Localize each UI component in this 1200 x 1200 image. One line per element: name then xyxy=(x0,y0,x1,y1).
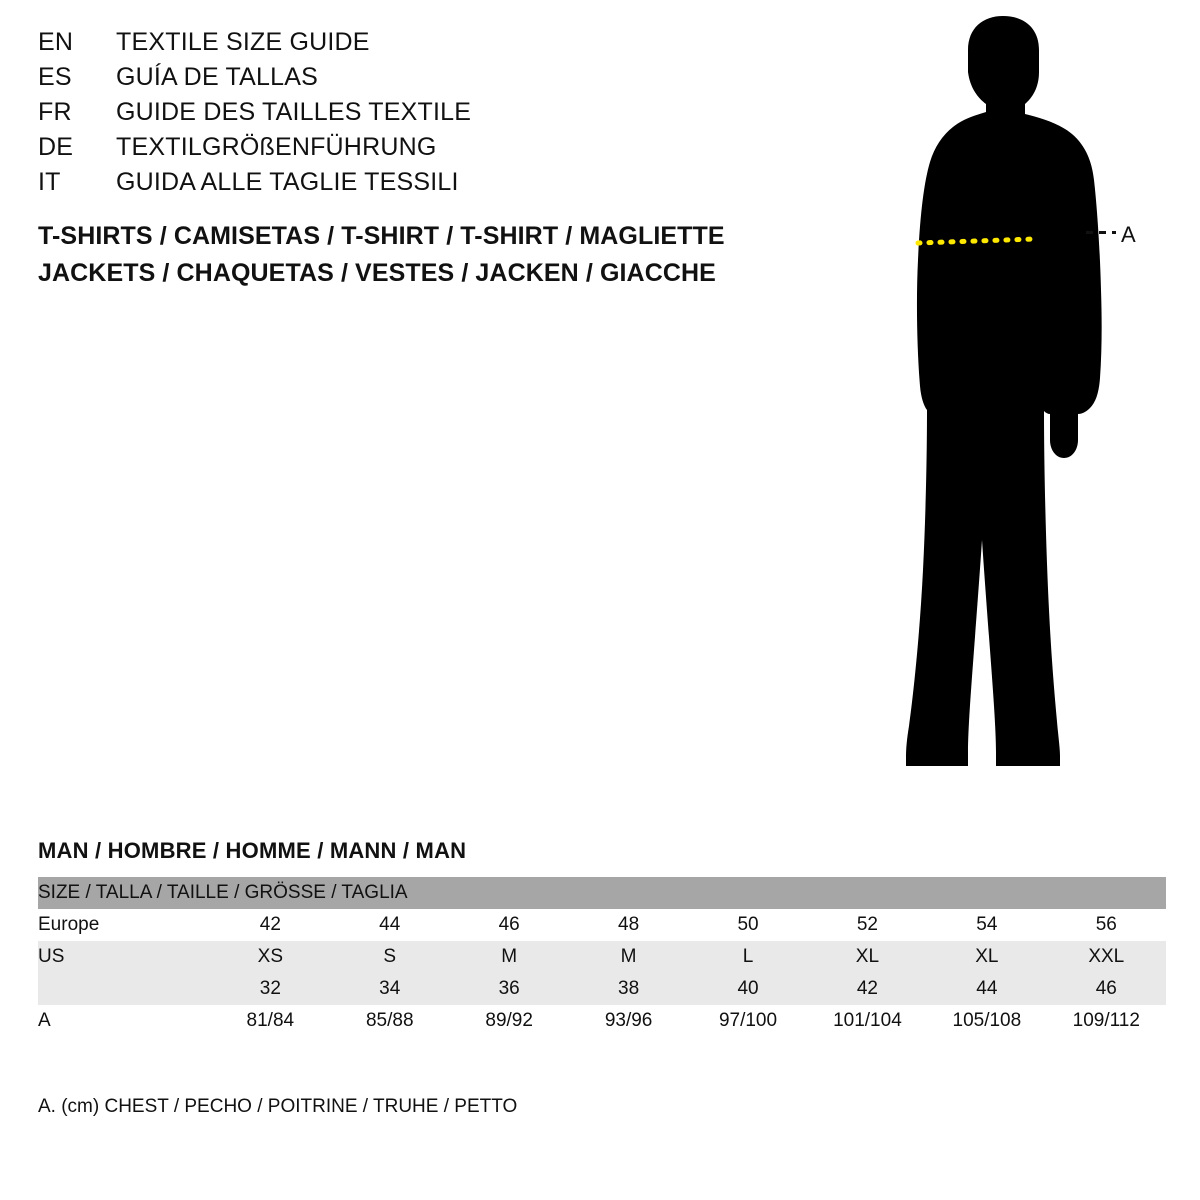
table-cell: 50 xyxy=(737,914,759,935)
table-cell: XL xyxy=(975,946,999,967)
table-cell: XXL xyxy=(1088,946,1125,967)
table-cell: 32 xyxy=(259,978,281,999)
table-group-title: MAN / HOMBRE / HOMME / MANN / MAN xyxy=(38,838,467,863)
male-silhouette-icon xyxy=(820,10,1200,800)
row-label: A xyxy=(38,1010,51,1031)
table-row xyxy=(38,909,1166,941)
table-cell: 89/92 xyxy=(485,1010,533,1031)
table-cell: M xyxy=(620,946,637,967)
table-row xyxy=(38,973,1166,1005)
measure-leader-line xyxy=(1086,231,1116,234)
measure-label-a: A xyxy=(1121,222,1136,247)
table-cell: 93/96 xyxy=(604,1010,653,1031)
table-cell: S xyxy=(383,946,397,967)
table-cell: 52 xyxy=(856,914,878,935)
language-row xyxy=(38,98,798,133)
language-list xyxy=(38,28,798,203)
language-code: IT xyxy=(38,168,61,196)
table-cell: 46 xyxy=(498,914,520,935)
garment-category-list xyxy=(38,218,858,292)
size-table-section xyxy=(38,838,1166,1037)
table-cell: 81/84 xyxy=(246,1010,295,1031)
language-text: TEXTILGRÖßENFÜHRUNG xyxy=(116,133,437,161)
language-text: GUIDA ALLE TAGLIE TESSILI xyxy=(116,168,459,196)
table-cell: 54 xyxy=(976,914,998,935)
language-row xyxy=(38,133,798,168)
table-cell: 44 xyxy=(976,978,998,999)
row-label: US xyxy=(38,946,65,967)
row-label: Europe xyxy=(38,914,100,935)
language-code: DE xyxy=(38,133,74,161)
table-cell: XS xyxy=(257,946,283,967)
body-silhouette-figure xyxy=(820,10,1200,800)
language-code: ES xyxy=(38,63,72,91)
table-cell: 38 xyxy=(618,978,640,999)
table-cell: M xyxy=(501,946,518,967)
table-header-label: SIZE / TALLA / TAILLE / GRÖSSE / TAGLIA xyxy=(38,882,408,903)
language-code: FR xyxy=(38,98,72,126)
table-cell: 40 xyxy=(737,978,759,999)
table-cell: 46 xyxy=(1095,978,1117,999)
category-jackets: JACKETS / CHAQUETAS / VESTES / JACKEN / GIACCHE xyxy=(38,259,716,287)
table-row xyxy=(38,941,1166,973)
table-cell: 48 xyxy=(618,914,640,935)
table-cell: 56 xyxy=(1095,914,1117,935)
table-cell: 42 xyxy=(259,914,281,935)
table-cell: 101/104 xyxy=(833,1010,902,1031)
table-cell: 105/108 xyxy=(952,1010,1022,1031)
measurement-footnote: A. (cm) CHEST / PECHO / POITRINE / TRUHE / PETTO xyxy=(38,1096,518,1117)
table-cell: 36 xyxy=(498,978,520,999)
table-cell: 97/100 xyxy=(718,1010,778,1031)
table-cell: L xyxy=(742,946,754,967)
language-text: TEXTILE SIZE GUIDE xyxy=(116,28,370,56)
language-text: GUÍA DE TALLAS xyxy=(116,63,318,91)
table-cell: 85/88 xyxy=(365,1010,414,1031)
table-row xyxy=(38,1005,1166,1037)
table-cell: 109/112 xyxy=(1072,1010,1140,1031)
table-header-row xyxy=(38,877,1166,909)
category-tshirts: T-SHIRTS / CAMISETAS / T-SHIRT / T-SHIRT / MAGLIETTE xyxy=(38,222,725,250)
table-cell: 42 xyxy=(856,978,878,999)
table-cell: 34 xyxy=(379,978,401,999)
size-table xyxy=(38,877,1166,1037)
language-row xyxy=(38,168,798,203)
language-code: EN xyxy=(38,28,74,56)
table-cell: 44 xyxy=(379,914,401,935)
row-label xyxy=(38,973,211,1005)
language-row xyxy=(38,63,798,98)
language-row xyxy=(38,28,798,63)
language-text: GUIDE DES TAILLES TEXTILE xyxy=(116,98,472,126)
table-cell: XL xyxy=(855,946,880,967)
